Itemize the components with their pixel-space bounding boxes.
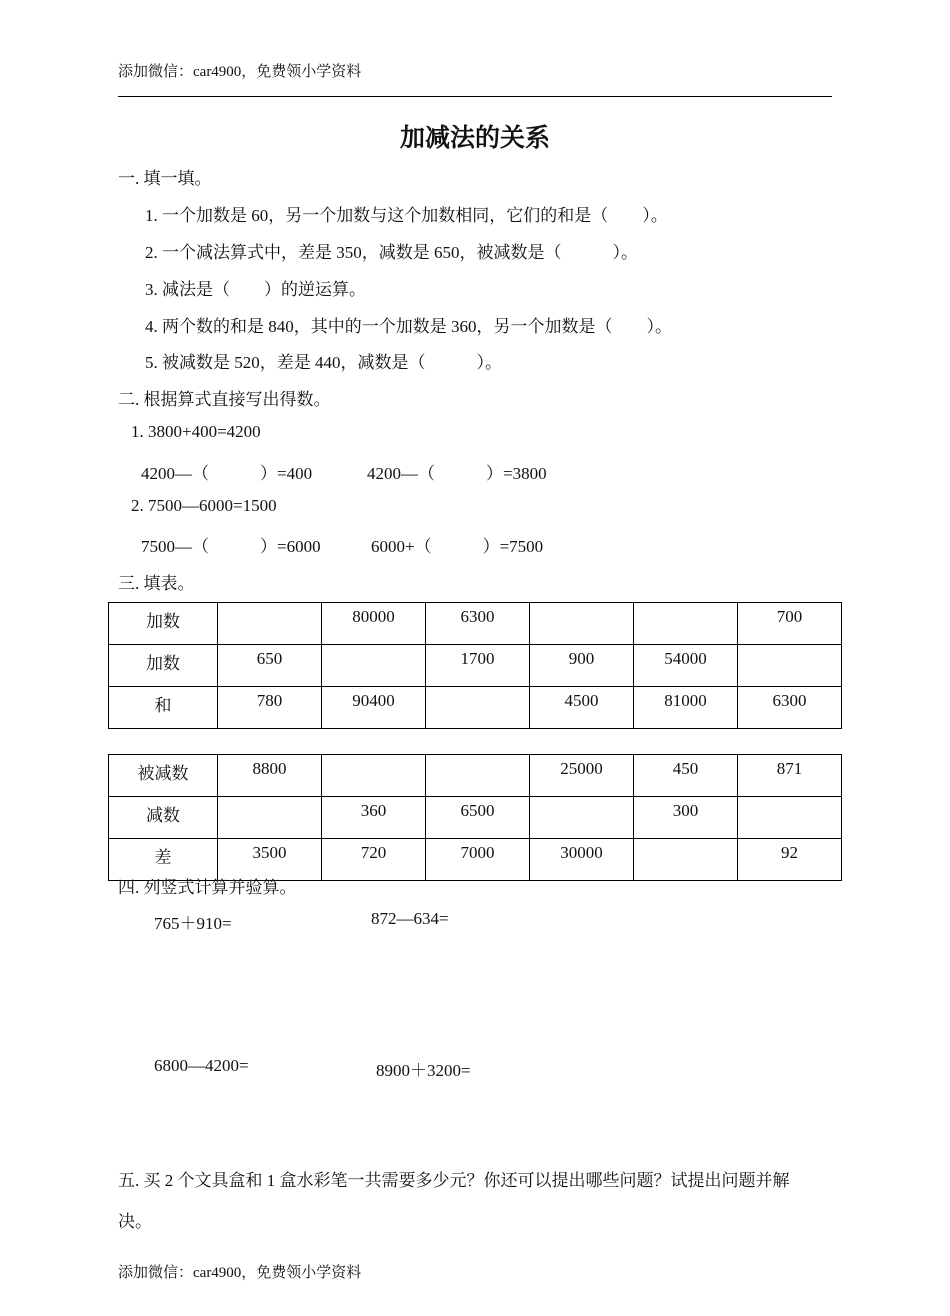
s2-eq1-a: 4200—（ ）=400 <box>141 464 313 483</box>
s2-eq2-b: 6000+（ ）=7500 <box>371 537 544 556</box>
table-cell: 6500 <box>426 797 530 839</box>
header-text: 添加微信：car4900，免费领小学资料 <box>118 64 362 80</box>
table-cell <box>634 603 738 645</box>
table-cell: 92 <box>738 839 842 881</box>
table-cell <box>738 797 842 839</box>
section1-heading: 一. 填一填。 <box>118 169 212 188</box>
table-cell: 差 <box>109 839 218 881</box>
table-cell: 90400 <box>322 687 426 729</box>
table-cell: 加数 <box>109 603 218 645</box>
table-cell: 加数 <box>109 645 218 687</box>
table-cell <box>426 755 530 797</box>
section5-line2: 决。 <box>118 1212 152 1231</box>
table-cell: 54000 <box>634 645 738 687</box>
table-cell: 80000 <box>322 603 426 645</box>
subtraction-table <box>108 754 842 881</box>
table-cell: 780 <box>218 687 322 729</box>
table-cell <box>322 645 426 687</box>
table-row <box>109 797 842 839</box>
table-cell: 650 <box>218 645 322 687</box>
table-cell: 3500 <box>218 839 322 881</box>
table-cell: 1700 <box>426 645 530 687</box>
table-cell <box>322 755 426 797</box>
table-row <box>109 687 842 729</box>
table-cell: 700 <box>738 603 842 645</box>
table-row <box>109 603 842 645</box>
table-cell <box>218 797 322 839</box>
table-cell: 减数 <box>109 797 218 839</box>
table-cell: 81000 <box>634 687 738 729</box>
table-cell <box>218 603 322 645</box>
table-cell: 和 <box>109 687 218 729</box>
table-cell: 900 <box>530 645 634 687</box>
s1-item-2: 2. 一个减法算式中，差是 350，减数是 650，被减数是（ ）。 <box>145 243 638 262</box>
table-cell <box>530 797 634 839</box>
s2-eq1: 1. 3800+400=4200 <box>131 422 261 441</box>
s2-eq2: 2. 7500—6000=1500 <box>131 496 277 515</box>
table-cell: 4500 <box>530 687 634 729</box>
addition-table <box>108 602 842 729</box>
section5-line1: 五. 买 2 个文具盒和 1 盒水彩笔一共需要多少元？你还可以提出哪些问题？试提出问题并解 <box>118 1171 790 1190</box>
table-cell: 300 <box>634 797 738 839</box>
table-cell: 720 <box>322 839 426 881</box>
page-title: 加减法的关系 <box>399 125 550 152</box>
table-cell: 871 <box>738 755 842 797</box>
s1-item-5: 5. 被减数是 520，差是 440，减数是（ ）。 <box>145 353 502 372</box>
section2-heading: 二. 根据算式直接写出得数。 <box>118 390 331 409</box>
table-cell: 450 <box>634 755 738 797</box>
s4-problem-1: 765＋910= <box>154 914 232 933</box>
table-cell: 7000 <box>426 839 530 881</box>
s2-eq2-a: 7500—（ ）=6000 <box>141 537 321 556</box>
table-cell: 6300 <box>738 687 842 729</box>
table-cell: 被减数 <box>109 755 218 797</box>
table-cell <box>634 839 738 881</box>
s1-item-1: 1. 一个加数是 60，另一个加数与这个加数相同，它们的和是（ ）。 <box>145 206 668 225</box>
table-cell: 30000 <box>530 839 634 881</box>
table-cell: 8800 <box>218 755 322 797</box>
s4-problem-4: 8900＋3200= <box>376 1061 471 1080</box>
section3-heading: 三. 填表。 <box>118 574 195 593</box>
table-cell: 6300 <box>426 603 530 645</box>
table-cell: 25000 <box>530 755 634 797</box>
table-row <box>109 755 842 797</box>
s4-problem-2: 872—634= <box>371 909 449 928</box>
header-rule <box>118 96 832 97</box>
footer-text: 添加微信：car4900，免费领小学资料 <box>118 1265 362 1281</box>
section4-heading: 四. 列竖式计算并验算。 <box>118 878 297 897</box>
table-cell <box>426 687 530 729</box>
s2-eq1-b: 4200—（ ）=3800 <box>367 464 547 483</box>
table-cell <box>530 603 634 645</box>
table-cell <box>738 645 842 687</box>
table-row <box>109 645 842 687</box>
s4-problem-3: 6800—4200= <box>154 1056 249 1075</box>
s1-item-3: 3. 减法是（ ）的逆运算。 <box>145 280 366 299</box>
table-cell: 360 <box>322 797 426 839</box>
s1-item-4: 4. 两个数的和是 840，其中的一个加数是 360，另一个加数是（ ）。 <box>145 317 672 336</box>
